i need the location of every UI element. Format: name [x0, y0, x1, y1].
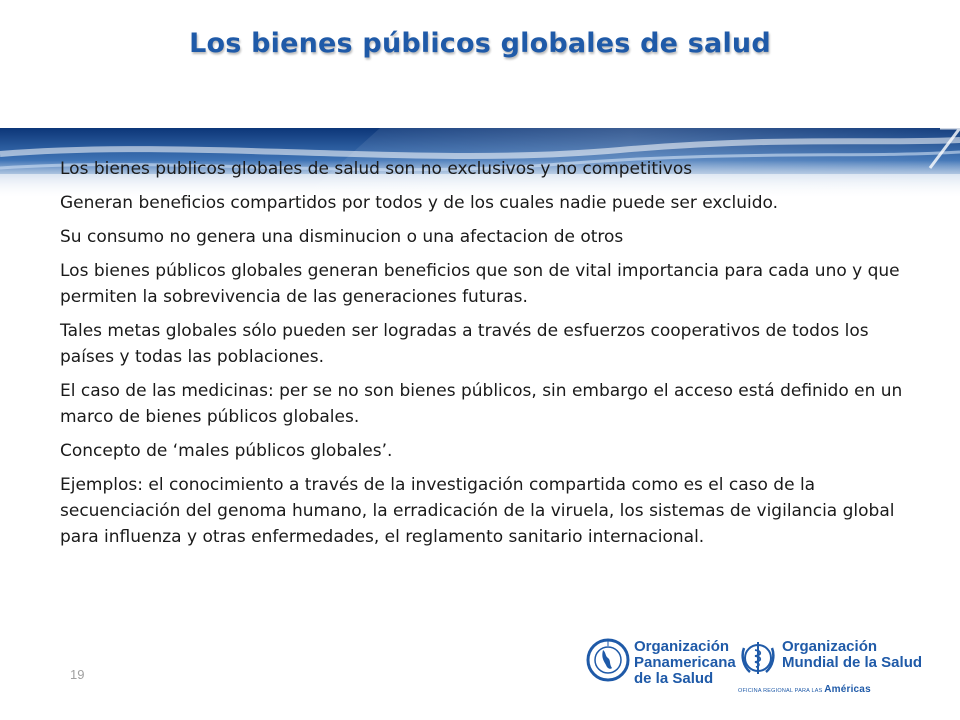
who-wordmark	[782, 639, 922, 671]
who-regional-office-label	[738, 684, 871, 695]
paho-line-1: Organización	[634, 638, 730, 655]
who-subtitle-region: Américas	[824, 684, 871, 695]
paragraph-7: Concepto de ‘males públicos globales’.	[60, 441, 393, 461]
paho-line-3: de la Salud	[634, 670, 714, 687]
who-line-2: Mundial de la Salud	[782, 654, 923, 671]
who-line-1: Organización	[782, 638, 878, 655]
paragraph-6: El caso de las medicinas: per se no son bienes públicos, sin embargo el acceso está definido en un marco de bienes públicos globales.	[60, 381, 903, 427]
paho-wordmark	[634, 639, 736, 687]
who-emblem-icon	[738, 638, 778, 678]
bullet-content	[60, 156, 905, 558]
paragraph-4: Los bienes públicos globales generan beneficios que son de vital importancia para cada uno y que permiten la sobrevivencia de las generaciones futuras.	[60, 261, 900, 307]
paho-emblem-icon	[586, 638, 630, 682]
paragraph-5: Tales metas globales sólo pueden ser logradas a través de esfuerzos cooperativos de todos los países y todas las poblaciones.	[60, 321, 869, 367]
paragraph-3: Su consumo no genera una disminucion o una afectacion de otros	[60, 227, 624, 247]
paragraph-2: Generan beneficios compartidos por todos y de los cuales nadie puede ser excluido.	[60, 193, 779, 213]
who-logo	[738, 636, 923, 695]
paragraph-8: Ejemplos: el conocimiento a través de la investigación compartida como es el caso de la secuenciación del genoma humano, la erradicación de la viruela, los sistemas de vigilancia global para influenza y otras enfermedades, el reglamento sanitario internacional.	[60, 475, 895, 547]
page-number: 19	[70, 667, 85, 682]
slide-title: Los bienes públicos globales de salud	[189, 28, 771, 59]
paho-logo	[586, 636, 736, 690]
paragraph-1: Los bienes publicos globales de salud son no exclusivos y no competitivos	[60, 159, 693, 179]
paho-line-2: Panamericana	[634, 654, 736, 671]
who-subtitle-prefix: OFICINA REGIONAL PARA LAS	[738, 688, 823, 694]
